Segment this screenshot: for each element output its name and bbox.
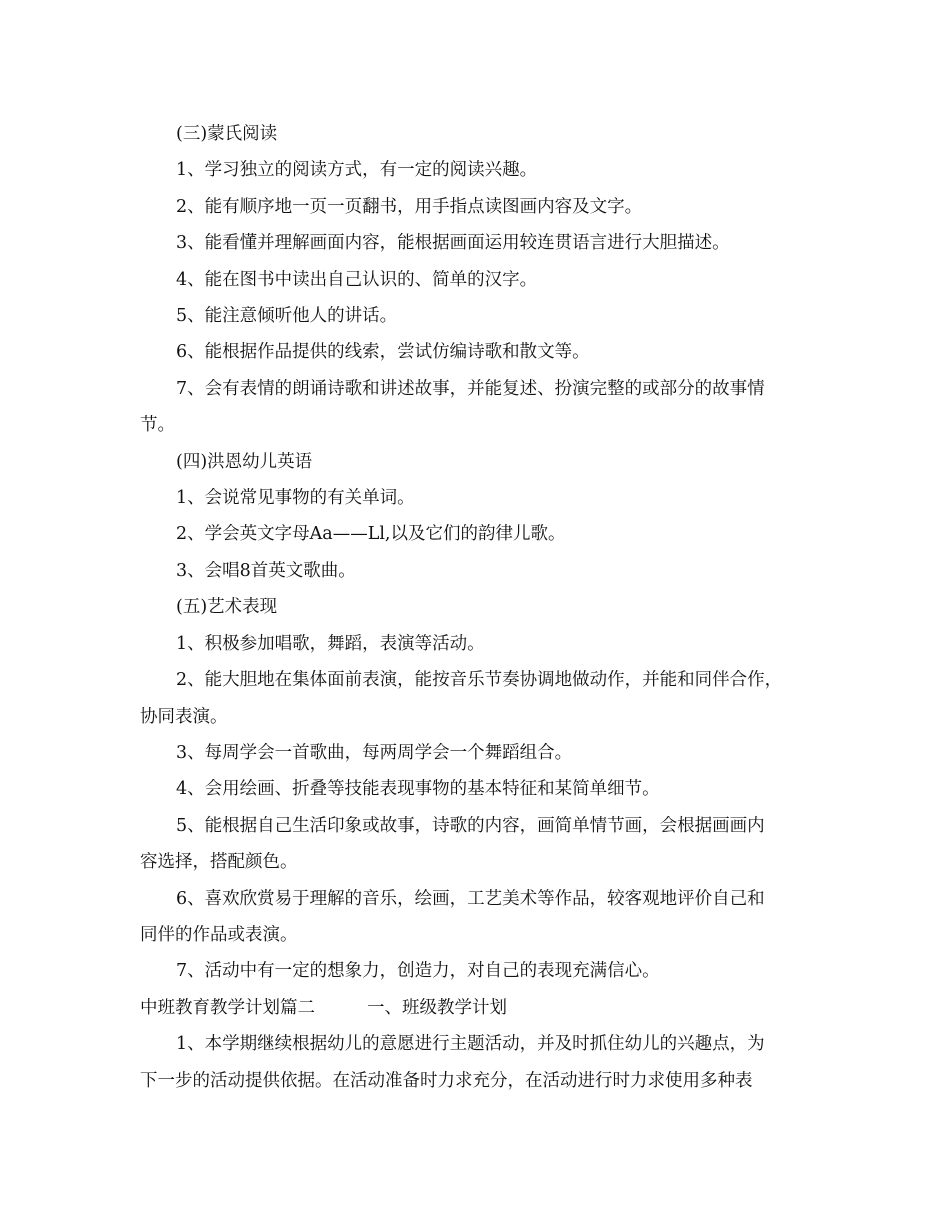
paragraph-line-continuation: 同伴的作品或表演。 [140, 924, 298, 945]
document-subtitle: 中班教育教学计划篇二 [140, 997, 315, 1018]
paragraph-line: 2、能有顺序地一页一页翻书，用手指点读图画内容及文字。 [176, 196, 643, 217]
section-heading-montessori-reading: (三)蒙氏阅读 [176, 124, 278, 144]
paragraph-line: 2、学会英文字母Aa——Ll,以及它们的韵律儿歌。 [176, 524, 566, 545]
paragraph-line: 4、会用绘画、折叠等技能表现事物的基本特征和某简单细节。 [176, 779, 660, 800]
paragraph-line-continuation: 协同表演。 [140, 706, 228, 727]
paragraph-line-continuation: 下一步的活动提供依据。在活动准备时力求充分，在活动进行时力求使用多种表 [140, 1070, 753, 1091]
paragraph-line: 1、学习独立的阅读方式，有一定的阅读兴趣。 [176, 160, 538, 181]
section-heading-english: (四)洪恩幼儿英语 [176, 451, 313, 472]
paragraph-line: 7、活动中有一定的想象力，创造力，对自己的表现充满信心。 [176, 961, 660, 982]
paragraph-line: 7、会有表情的朗诵诗歌和讲述故事，并能复述、扮演完整的或部分的故事情 [176, 378, 765, 399]
paragraph-line: 1、会说常见事物的有关单词。 [176, 488, 415, 509]
paragraph-line: 6、能根据作品提供的线索，尝试仿编诗歌和散文等。 [176, 342, 590, 363]
paragraph-line: 2、能大胆地在集体面前表演，能按音乐节奏协调地做动作，并能和同伴合作， [176, 670, 783, 691]
section-heading-art: (五)艺术表现 [176, 597, 278, 618]
paragraph-line: 4、能在图书中读出自己认识的、简单的汉字。 [176, 269, 538, 290]
paragraph-line: 5、能根据自己生活印象或故事，诗歌的内容，画简单情节画，会根据画画内 [176, 815, 765, 836]
paragraph-line-continuation: 节。 [140, 415, 175, 436]
paragraph-line: 5、能注意倾听他人的讲话。 [176, 306, 398, 327]
section-heading-class-plan: 一、班级教学计划 [367, 997, 507, 1018]
paragraph-line-continuation: 容选择，搭配颜色。 [140, 852, 298, 873]
paragraph-line: 3、能看懂并理解画面内容，能根据画面运用较连贯语言进行大胆描述。 [176, 233, 730, 254]
paragraph-line: 1、积极参加唱歌，舞蹈，表演等活动。 [176, 633, 485, 654]
document-body [140, 116, 808, 1099]
paragraph-line: 6、喜欢欣赏易于理解的音乐，绘画，工艺美术等作品，较客观地评价自己和 [176, 888, 765, 909]
paragraph-line: 3、每周学会一首歌曲，每两周学会一个舞蹈组合。 [176, 742, 573, 763]
document-subtitle-line [140, 990, 808, 1026]
paragraph-line: 3、会唱8首英文歌曲。 [176, 560, 356, 581]
paragraph-line: 1、本学期继续根据幼儿的意愿进行主题活动，并及时抓住幼儿的兴趣点，为 [176, 1034, 765, 1055]
